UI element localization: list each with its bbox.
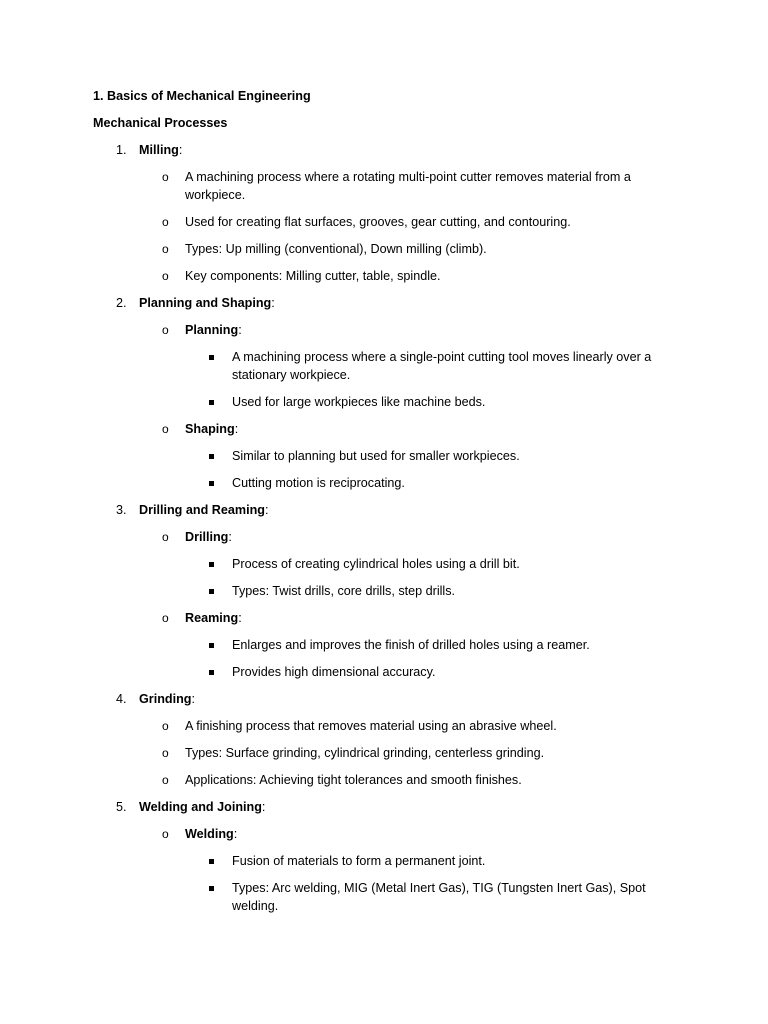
- sub-list-label: Planning: [185, 323, 239, 337]
- list-item-label: Grinding: [139, 692, 192, 706]
- nested-list-text: Fusion of materials to form a permanent joint.: [232, 854, 486, 868]
- nested-list-item: [0, 393, 768, 411]
- square-bullet-icon: [209, 400, 214, 405]
- sub-list-text: Used for creating flat surfaces, grooves, gear cutting, and contouring.: [185, 215, 571, 229]
- nested-list-item: [0, 447, 768, 465]
- list-item: [0, 798, 768, 816]
- nested-list-text: A machining process where a single-point cutting tool moves linearly over a stationary workpiece.: [232, 350, 652, 382]
- list-number: 3.: [116, 503, 127, 517]
- sub-list-item: [0, 528, 768, 546]
- section-heading: Mechanical Processes: [93, 116, 228, 130]
- document-body: [0, 141, 768, 924]
- list-item-label: Drilling and Reaming: [139, 503, 265, 517]
- sub-list-item: [0, 825, 768, 843]
- list-item-colon: :: [178, 143, 183, 157]
- square-bullet-icon: [209, 355, 214, 360]
- sub-list-colon: :: [234, 422, 239, 436]
- sub-list-item: [0, 717, 768, 735]
- square-bullet-icon: [209, 859, 214, 864]
- sub-bullet-marker: o: [162, 746, 169, 760]
- sub-bullet-marker: o: [162, 323, 169, 337]
- sub-bullet-marker: o: [162, 422, 169, 436]
- square-bullet-icon: [209, 886, 214, 891]
- nested-list-text: Cutting motion is reciprocating.: [232, 476, 405, 490]
- list-number: 2.: [116, 296, 127, 310]
- nested-list-text: Provides high dimensional accuracy.: [232, 665, 436, 679]
- list-item: [0, 501, 768, 519]
- list-item-label: Milling: [139, 143, 179, 157]
- sub-bullet-marker: o: [162, 773, 169, 787]
- sub-bullet-marker: o: [162, 269, 169, 283]
- sub-list-item: [0, 420, 768, 438]
- sub-list-label: Shaping: [185, 422, 235, 436]
- nested-list-item: [0, 474, 768, 492]
- sub-list-text: Key components: Milling cutter, table, spindle.: [185, 269, 441, 283]
- list-number: 4.: [116, 692, 127, 706]
- nested-list-text: Types: Arc welding, MIG (Metal Inert Gas), TIG (Tungsten Inert Gas), Spot welding.: [232, 881, 646, 913]
- sub-list-item: [0, 168, 768, 204]
- list-item: [0, 141, 768, 159]
- list-item-colon: :: [271, 296, 275, 310]
- list-item-colon: :: [261, 800, 266, 814]
- sub-list-text: Types: Surface grinding, cylindrical grinding, centerless grinding.: [185, 746, 545, 760]
- sub-list-colon: :: [233, 827, 238, 841]
- nested-list-item: [0, 663, 768, 681]
- list-item-label: Welding and Joining: [139, 800, 262, 814]
- sub-list-text: Applications: Achieving tight tolerances and smooth finishes.: [185, 773, 522, 787]
- sub-list-item: [0, 321, 768, 339]
- sub-bullet-marker: o: [162, 827, 169, 841]
- sub-list-colon: :: [238, 323, 242, 337]
- nested-list-item: [0, 879, 768, 915]
- sub-list-item: [0, 609, 768, 627]
- list-item: [0, 690, 768, 708]
- square-bullet-icon: [209, 589, 214, 594]
- sub-list-item: [0, 213, 768, 231]
- sub-bullet-marker: o: [162, 611, 169, 625]
- sub-list-colon: :: [228, 530, 232, 544]
- sub-list-text: Types: Up milling (conventional), Down milling (climb).: [185, 242, 487, 256]
- sub-list-item: [0, 771, 768, 789]
- square-bullet-icon: [209, 454, 214, 459]
- nested-list-text: Types: Twist drills, core drills, step drills.: [232, 584, 456, 598]
- sub-list-label: Reaming: [185, 611, 239, 625]
- sub-bullet-marker: o: [162, 530, 169, 544]
- nested-list-text: Similar to planning but used for smaller workpieces.: [232, 449, 520, 463]
- nested-list-item: [0, 348, 768, 384]
- sub-list-text: A machining process where a rotating multi-point cutter removes material from a workpiece.: [185, 170, 631, 202]
- list-item-colon: :: [264, 503, 269, 517]
- nested-list-text: Enlarges and improves the finish of drilled holes using a reamer.: [232, 638, 590, 652]
- nested-list-item: [0, 636, 768, 654]
- nested-list-item: [0, 582, 768, 600]
- list-number: 5.: [116, 800, 127, 814]
- sub-list-item: [0, 267, 768, 285]
- nested-list-text: Used for large workpieces like machine beds.: [232, 395, 486, 409]
- square-bullet-icon: [209, 643, 214, 648]
- document-title: 1. Basics of Mechanical Engineering: [93, 89, 311, 103]
- sub-list-text: A finishing process that removes material using an abrasive wheel.: [185, 719, 557, 733]
- square-bullet-icon: [209, 562, 214, 567]
- nested-list-item: [0, 852, 768, 870]
- sub-bullet-marker: o: [162, 215, 169, 229]
- sub-bullet-marker: o: [162, 719, 169, 733]
- square-bullet-icon: [209, 670, 214, 675]
- sub-bullet-marker: o: [162, 170, 169, 184]
- sub-bullet-marker: o: [162, 242, 169, 256]
- sub-list-label: Welding: [185, 827, 234, 841]
- square-bullet-icon: [209, 481, 214, 486]
- nested-list-item: [0, 555, 768, 573]
- list-number: 1.: [116, 143, 127, 157]
- sub-list-item: [0, 240, 768, 258]
- sub-list-item: [0, 744, 768, 762]
- list-item-label: Planning and Shaping: [139, 296, 272, 310]
- list-item: [0, 294, 768, 312]
- sub-list-colon: :: [238, 611, 242, 625]
- list-item-colon: :: [191, 692, 195, 706]
- sub-list-label: Drilling: [185, 530, 229, 544]
- nested-list-text: Process of creating cylindrical holes using a drill bit.: [232, 557, 520, 571]
